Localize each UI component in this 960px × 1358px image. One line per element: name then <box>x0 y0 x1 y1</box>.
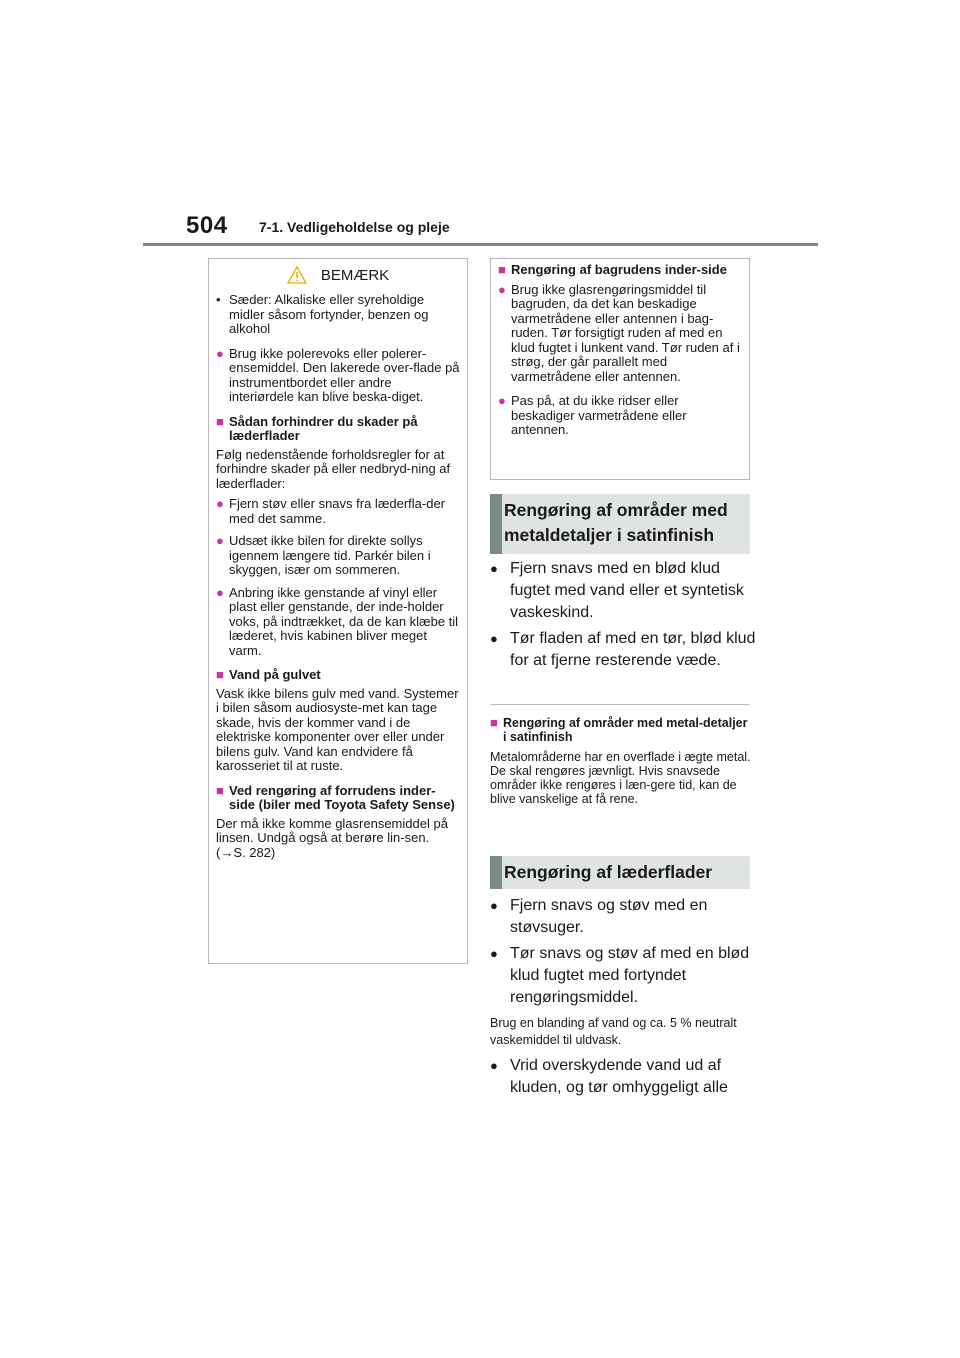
dot-bullet-icon: ● <box>490 898 498 913</box>
rear-window-box <box>490 258 750 480</box>
dot-bullet-icon: ● <box>216 496 224 511</box>
dot-bullet-icon: ● <box>498 393 506 408</box>
list-item <box>216 497 460 526</box>
dot-bullet-icon: ● <box>216 584 224 600</box>
list-item-text: Brug ikke polerevoks eller polerer-ensemiddel. Den lakerede over-flade på instrumentbordet eller andre interiørdele kan blive beska-diget. <box>229 345 460 404</box>
list-item-text: Udsæt ikke bilen for direkte sollys igennem længere tid. Parkér bilen i skyggen, især om sommeren. <box>229 533 431 577</box>
square-bullet-icon: ■ <box>498 262 506 277</box>
subsection-heading-text: Rengøring af områder med metal-detaljer i satinfinish <box>503 716 748 744</box>
list-item-text: Pas på, at du ikke ridser eller beskadiger varmetrådene eller antennen. <box>511 393 687 437</box>
leather-bullets <box>490 895 760 1103</box>
paragraph: Metalområderne har en overflade i ægte metal. De skal rengøres jævnligt. Hvis snavsede områder ikke rengøres i læn-gere tid, kan de blive vanskelige at få rene. <box>490 750 751 806</box>
dot-bullet-icon: ● <box>498 281 506 297</box>
list-item-text: Anbring ikke genstande af vinyl eller plast eller genstande, der inde-holder voks, på indtrækket, da de kan klæbe til læderet, hvis kabinen bliver meget varm. <box>229 584 459 658</box>
paragraph: Vask ikke bilens gulv med vand. Systemer i bilen såsom audiosyste-met kan tage skade, hvis der kommer vand i de elektriske komponenter over eller under bilens gulv. Vand kan endvidere få karosseriet til at ruste. <box>216 685 459 773</box>
paragraph: Følg nedenstående forholdsregler for at forhindre skader på eller nedbryd-ning af læderflader: <box>216 446 451 491</box>
subsection-heading-text: Ved rengøring af forrudens inder-side (biler med Toyota Safety Sense) <box>229 782 455 812</box>
subsection-heading-text: Rengøring af bagrudens inder-side <box>511 262 727 277</box>
subsection-heading <box>498 263 742 278</box>
dot-bullet-icon: ● <box>490 1058 498 1073</box>
list-item-text: Vrid overskydende vand ud af kluden, og tør omhyggeligt alle <box>510 1057 728 1096</box>
chapter-title: 7-1. Vedligeholdelse og pleje <box>259 219 450 235</box>
subsection-heading <box>490 716 752 744</box>
subsection-heading <box>216 415 460 444</box>
list-item <box>498 394 742 438</box>
list-item <box>216 293 460 337</box>
divider <box>490 704 750 705</box>
note-text: Brug en blanding af vand og ca. 5 % neutralt vaskemiddel til uldvask. <box>490 1016 737 1047</box>
dot-bullet-icon: ● <box>216 345 224 361</box>
list-item-text: Brug ikke glasrengøringsmiddel til bagruden, da det kan beskadige varmetrådene eller antennen i bag-ruden. Tør forsigtigt ruden af med en klud fugtet i lunkent vand. Tør ruden af i strøg, der går parallelt med varmetrådene eller antennen. <box>511 281 740 384</box>
list-item <box>490 558 760 624</box>
subsection-heading <box>216 784 460 813</box>
list-item <box>490 943 760 1009</box>
list-item-text: Fjern snavs med en blød klud fugtet med vand eller et syntetisk vaskeskind. <box>510 560 744 621</box>
list-item <box>490 895 760 939</box>
square-bullet-icon: ■ <box>490 715 498 730</box>
list-item <box>498 283 742 385</box>
list-item <box>490 628 760 672</box>
paragraph: Der må ikke komme glasrensemiddel på linsen. Undgå også at berøre lin-sen. (→S. 282) <box>216 815 448 860</box>
warning-icon <box>287 266 307 284</box>
page-number: 504 <box>186 212 228 239</box>
section-heading-leather: Rengøring af læderflader <box>490 856 750 889</box>
dot-bullet-icon: ● <box>216 533 224 548</box>
dot-bullet-icon: ● <box>490 561 498 576</box>
notice-title-row <box>216 259 460 291</box>
square-bullet-icon: ■ <box>216 782 224 798</box>
metal-subsection <box>490 716 752 806</box>
list-item <box>216 347 460 405</box>
square-bullet-icon: ■ <box>216 413 224 429</box>
metal-bullets <box>490 558 760 676</box>
square-bullet-icon: ■ <box>216 667 224 682</box>
list-item-text: Tør fladen af med en tør, blød klud for at fjerne resterende væde. <box>510 630 756 669</box>
section-heading-metal: Rengøring af områder med metaldetaljer i satinfinish <box>490 494 750 554</box>
dot-bullet-icon: ● <box>490 631 498 646</box>
dot-bullet-icon: ● <box>490 946 498 961</box>
list-item <box>490 1055 760 1099</box>
notice-box <box>208 258 468 964</box>
header-rule <box>143 243 818 246</box>
list-item-text: Sæder: Alkaliske eller syreholdige midler såsom fortynder, benzen og alkohol <box>229 292 429 336</box>
subsection-heading <box>216 668 460 683</box>
list-item-text: Fjern snavs og støv med en støvsuger. <box>510 897 708 936</box>
list-item-text: Tør snavs og støv af med en blød klud fugtet med fortyndet rengøringsmiddel. <box>510 945 750 1006</box>
list-item <box>216 586 460 659</box>
list-item <box>216 534 460 578</box>
dash-bullet: • <box>216 292 221 307</box>
subsection-heading-text: Sådan forhindrer du skader på læderflader <box>229 413 418 443</box>
notice-title: BEMÆRK <box>320 266 390 284</box>
subsection-heading-text: Vand på gulvet <box>229 667 321 682</box>
list-item-text: Fjern støv eller snavs fra læderfla-der med det samme. <box>229 496 446 526</box>
